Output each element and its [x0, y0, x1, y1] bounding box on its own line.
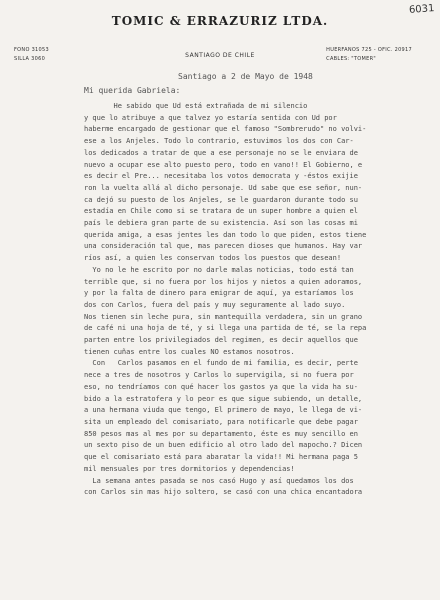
- letter-line: que el comisariato está para abaratar la vida!! Mi hermana paga 5: [84, 453, 358, 462]
- letter-line: nuevo a ocupar ese alto puesto pero, todo en vano!! El Gobierno, e: [84, 160, 363, 169]
- letter-line: y que lo atribuye a que talvez yo estaría sentida con Ud por: [84, 113, 337, 122]
- letter-salutation: Mi querida Gabriela:: [84, 86, 181, 95]
- letter-line: Yo no le he escrito por no darle malas noticias, todo está tan: [84, 265, 354, 274]
- letter-line: terrible que, si no fuera por los hijos y nietos a quien adoramos,: [84, 277, 363, 286]
- letter-line: Nos tienen sin leche pura, sin mantequilla verdadera, sin un grano: [84, 312, 363, 321]
- letterhead-city: SANTIAGO DE CHILE: [185, 52, 255, 59]
- letter-line: país le debiera gran parte de su existencia. Así son las cosas mi: [84, 219, 358, 228]
- letterhead-address: HUERFANOS 725 - OFIC. 20917: [326, 47, 412, 53]
- letter-line: mil mensuales por tres dormitorios y dependencias!: [84, 464, 295, 473]
- letter-line: a una hermana viuda que tengo, El primero de mayo, le llega de vi-: [84, 406, 363, 415]
- letter-line: una consideración tal que, mas parecen dioses que humanos. Hay var: [84, 242, 363, 251]
- letter-line: 850 pesos mas al mes por su departamento, éste es muy sencillo en: [84, 429, 358, 438]
- letter-body: [84, 101, 432, 499]
- letter-line: bido a la estratofera y lo peor es que sigue subiendo, un detalle,: [84, 394, 363, 403]
- letter-line: haberme encargado de gestionar que el famoso "Sombrerudo" no volvi-: [84, 125, 367, 134]
- letter-date: Santiago a 2 de Mayo de 1948: [178, 72, 313, 81]
- letter-line: He sabido que Ud está extrañada de mi silencio: [84, 102, 308, 110]
- letter-line: ese a los Anjeles. Todo lo contrario, estuvimos los dos con Car-: [84, 137, 354, 146]
- letterhead-cables: CABLES: "TOMER": [326, 56, 376, 62]
- letter-line: ca dejó su puesto de los Anjeles, se le guardaron durante todo su: [84, 195, 358, 204]
- letterhead-phone: FONO 31053: [14, 47, 49, 53]
- archive-number: 6031: [408, 3, 435, 16]
- letter-line: estadía en Chile como si se tratara de un super hombre a quien el: [84, 207, 358, 216]
- letter-line: tienen cuñas entre los cuales NO estamos nosotros.: [84, 347, 295, 356]
- letter-line: es decir el Pre... necesitaba los votos democrata y -éstos exijie: [84, 172, 358, 181]
- letter-line: ríos así, a quien les conservan todos los puestos que desean!: [84, 254, 342, 263]
- letterhead-contact-right: [326, 46, 412, 64]
- letter-line: con Carlos sin mas hijo soltero, se casó con una chica encantadora: [84, 488, 363, 497]
- letter-line: y por la falta de dinero para emigrar de aquí, ya estaríamos los: [84, 289, 354, 298]
- letter-line: parten entre los privilegiados del regimen, es decir aquellos que: [84, 336, 358, 345]
- letter-line: eso, no tendríamos con qué hacer los gastos ya que la vida ha su-: [84, 382, 358, 391]
- letterhead-company: TOMIC & ERRAZURIZ LTDA.: [111, 14, 329, 28]
- letter-line: de café ni una hoja de té, y si llega una partida de té, se la repa: [84, 324, 367, 333]
- letter-line: nece a tres de nosotros y Carlos lo supervigila, si no fuera por: [84, 371, 354, 380]
- letter-line: sita un empleado del comisariato, para notificarle que debe pagar: [84, 417, 358, 426]
- letter-line: los dedicados a tratar de que a ese personaje no se le enviara de: [84, 148, 358, 157]
- letter-line: dos con Carlos, fuera del país y muy seguramente al lado suyo.: [84, 300, 346, 309]
- letter-line: Con Carlos pasamos en el fundo de mi familia, es decir, perte: [84, 359, 358, 368]
- letter-line: La semana antes pasada se nos casó Hugo y así quedamos los dos: [84, 476, 354, 485]
- letter-line: un sexto piso de un buen edificio al otro lado del mapocho.? Dicen: [84, 441, 363, 450]
- letter-line: querida amiga, a esas jentes les dan todo lo que piden, estos tiene: [84, 230, 367, 239]
- letter-line: ron la vuelta allá al dicho personaje. Ud sabe que ese señor, nun-: [84, 183, 363, 192]
- letterhead-box: SILLA 3060: [14, 56, 46, 62]
